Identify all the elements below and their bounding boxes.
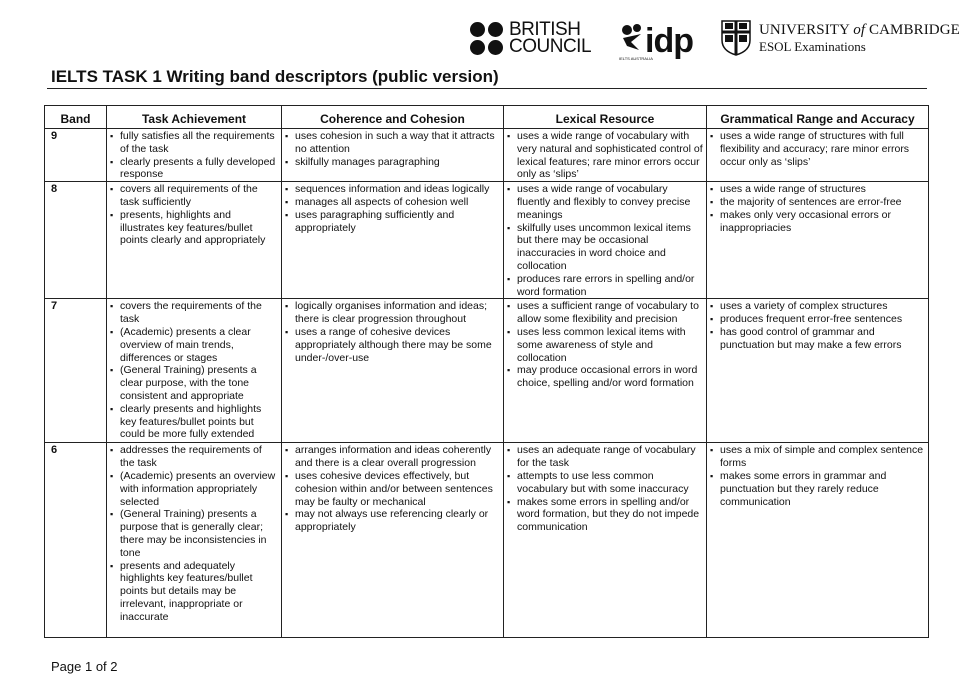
cambridge-logo bbox=[721, 20, 960, 56]
list-item: ▪ (Academic) presents a clear overview of main trends, differences or stages bbox=[110, 326, 278, 364]
list-item: ▪ the majority of sentences are error-free bbox=[710, 196, 925, 209]
cambridge-shield-icon bbox=[721, 20, 751, 56]
list-item: ▪ uses a range of cohesive devices appropriately although there may be some under-/over-use bbox=[285, 326, 500, 364]
list-item: ▪ clearly presents a fully developed response bbox=[110, 156, 278, 182]
grammatical-range-cell bbox=[707, 182, 929, 299]
list-item: ▪ produces frequent error-free sentences bbox=[710, 313, 925, 326]
list-item: ▪ covers all requirements of the task sufficiently bbox=[110, 183, 278, 209]
list-item: ▪ (General Training) presents a clear purpose, with the tone consistent and appropriate bbox=[110, 364, 278, 402]
header-band: Band bbox=[45, 106, 107, 129]
list-item: ▪ may not always use referencing clearly or appropriately bbox=[285, 508, 500, 534]
british-council-line1: BRITISH bbox=[509, 19, 581, 40]
task-achievement-cell bbox=[107, 299, 282, 443]
table-row bbox=[45, 299, 929, 443]
list-item: ▪ may produce occasional errors in word choice, spelling and/or word formation bbox=[507, 364, 703, 390]
list-item: ▪ makes some errors in spelling and/or word formation, but they do not impede communication bbox=[507, 496, 703, 534]
list-item: ▪ clearly presents and highlights key features/bullet points but could be more fully extended bbox=[110, 403, 278, 441]
list-item: ▪ uses cohesion in such a way that it attracts no attention bbox=[285, 130, 500, 156]
page-number: Page 1 of 2 bbox=[51, 659, 118, 674]
list-item: ▪ uses a mix of simple and complex sentence forms bbox=[710, 444, 925, 470]
table-header-row bbox=[45, 106, 929, 129]
grammatical-range-cell bbox=[707, 299, 929, 443]
list-item: ▪ uses an adequate range of vocabulary for the task bbox=[507, 444, 703, 470]
header-coherence-cohesion: Coherence and Cohesion bbox=[282, 106, 504, 129]
list-item: ▪ uses less common lexical items with some awareness of style and collocation bbox=[507, 326, 703, 364]
idp-subtext: IELTS AUSTRALIA bbox=[619, 56, 653, 61]
lexical-resource-cell bbox=[504, 129, 707, 182]
coherence-cohesion-cell bbox=[282, 129, 504, 182]
list-item: ▪ presents, highlights and illustrates key features/bullet points clearly and appropriately bbox=[110, 209, 278, 247]
idp-mark-icon bbox=[619, 20, 645, 56]
band-number: 7 bbox=[45, 299, 107, 443]
idp-logo bbox=[619, 20, 693, 61]
list-item: ▪ presents and adequately highlights key features/bullet points but details may be irrelevant, inappropriate or inaccurate bbox=[110, 560, 278, 624]
table-row bbox=[45, 443, 929, 638]
table-row bbox=[45, 182, 929, 299]
lexical-resource-cell bbox=[504, 299, 707, 443]
header-lexical-resource: Lexical Resource bbox=[504, 106, 707, 129]
cambridge-name: UNIVERSITY of CAMBRIDGE bbox=[759, 22, 960, 38]
grammatical-range-cell bbox=[707, 129, 929, 182]
list-item: ▪ (General Training) presents a purpose that is generally clear; there may be inconsistencies in tone bbox=[110, 508, 278, 559]
list-item: ▪ skilfully manages paragraphing bbox=[285, 156, 500, 169]
list-item: ▪ makes some errors in grammar and punctuation but they rarely reduce communication bbox=[710, 470, 925, 508]
list-item: ▪ has good control of grammar and punctuation but may make a few errors bbox=[710, 326, 925, 352]
header-task-achievement: Task Achievement bbox=[107, 106, 282, 129]
list-item: ▪ logically organises information and ideas; there is clear progression throughout bbox=[285, 300, 500, 326]
list-item: ▪ skilfully uses uncommon lexical items but there may be occasional inaccuracies in word choice and collocation bbox=[507, 222, 703, 273]
list-item: ▪ uses a wide range of structures with full flexibility and accuracy; rare minor errors occur only as ‘slips’ bbox=[710, 130, 925, 168]
british-council-line2: COUNCIL bbox=[509, 36, 592, 57]
table-row bbox=[45, 129, 929, 182]
list-item: ▪ attempts to use less common vocabulary but with some inaccuracy bbox=[507, 470, 703, 496]
list-item: ▪ uses cohesive devices effectively, but cohesion within and/or between sentences may be faulty or mechanical bbox=[285, 470, 500, 508]
list-item: ▪ uses a wide range of vocabulary fluently and flexibly to convey precise meanings bbox=[507, 183, 703, 221]
list-item: ▪ produces rare errors in spelling and/or word formation bbox=[507, 273, 703, 299]
coherence-cohesion-cell bbox=[282, 299, 504, 443]
band-number: 9 bbox=[45, 129, 107, 182]
list-item: ▪ sequences information and ideas logically bbox=[285, 183, 500, 196]
coherence-cohesion-cell bbox=[282, 443, 504, 638]
page-title: IELTS TASK 1 Writing band descriptors (public version) bbox=[51, 67, 499, 86]
band-number: 6 bbox=[45, 443, 107, 638]
coherence-cohesion-cell bbox=[282, 182, 504, 299]
list-item: ▪ arranges information and ideas coherently and there is a clear overall progression bbox=[285, 444, 500, 470]
list-item: ▪ uses a wide range of structures bbox=[710, 183, 925, 196]
list-item: ▪ addresses the requirements of the task bbox=[110, 444, 278, 470]
list-item: ▪ (Academic) presents an overview with information appropriately selected bbox=[110, 470, 278, 508]
task-achievement-cell bbox=[107, 182, 282, 299]
list-item: ▪ uses a wide range of vocabulary with very natural and sophisticated control of lexical features; rare minor errors occur only as ‘slips’ bbox=[507, 130, 703, 181]
list-item: ▪ covers the requirements of the task bbox=[110, 300, 278, 326]
task-achievement-cell bbox=[107, 443, 282, 638]
british-council-dots-icon bbox=[470, 22, 503, 55]
band-descriptors-table bbox=[44, 105, 929, 638]
task-achievement-cell bbox=[107, 129, 282, 182]
list-item: ▪ uses a sufficient range of vocabulary to allow some flexibility and precision bbox=[507, 300, 703, 326]
header-logos bbox=[470, 14, 960, 62]
band-number: 8 bbox=[45, 182, 107, 299]
lexical-resource-cell bbox=[504, 443, 707, 638]
list-item: ▪ uses a variety of complex structures bbox=[710, 300, 925, 313]
list-item: ▪ manages all aspects of cohesion well bbox=[285, 196, 500, 209]
title-divider bbox=[47, 88, 927, 89]
idp-wordmark: idp bbox=[645, 22, 693, 60]
lexical-resource-cell bbox=[504, 182, 707, 299]
header-grammatical-range: Grammatical Range and Accuracy bbox=[707, 106, 929, 129]
cambridge-subtitle: ESOL Examinations bbox=[759, 39, 866, 54]
grammatical-range-cell bbox=[707, 443, 929, 638]
list-item: ▪ fully satisfies all the requirements of the task bbox=[110, 130, 278, 156]
list-item: ▪ uses paragraphing sufficiently and appropriately bbox=[285, 209, 500, 235]
british-council-logo bbox=[470, 21, 591, 55]
list-item: ▪ makes only very occasional errors or inappropriacies bbox=[710, 209, 925, 235]
